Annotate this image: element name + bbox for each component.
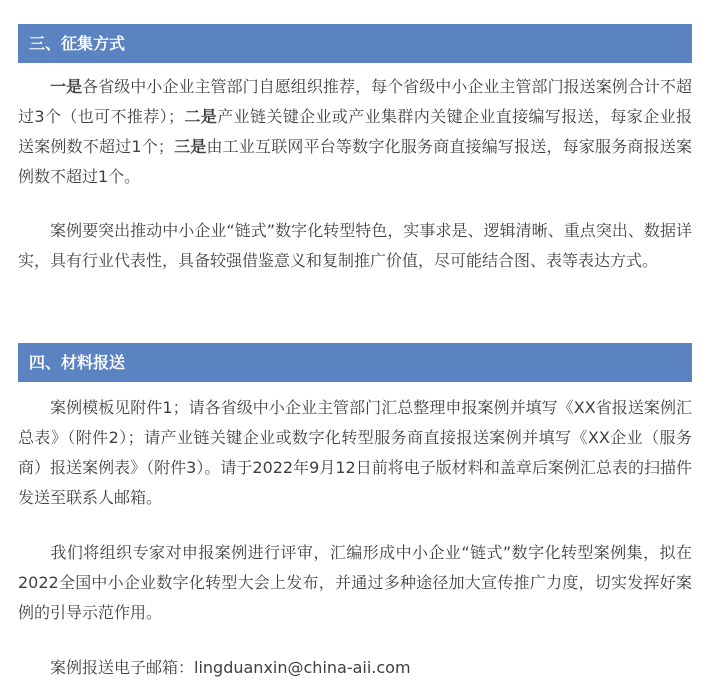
case-requirements-text: 案例要突出推动中小企业“链式”数字化转型特色，实事求是、逻辑清晰、重点突出、数据详实，具有行业代表性，具备较强借鉴意义和复制推广价值，尽可能结合图、表等表达方式。 bbox=[18, 221, 692, 270]
bold-marker-first: 一是 bbox=[50, 77, 83, 96]
case-requirements-paragraph bbox=[18, 216, 692, 276]
material-submission-paragraph bbox=[18, 393, 692, 513]
section-header-material-submission bbox=[18, 343, 692, 382]
email-label: 案例报送电子邮箱： bbox=[50, 658, 195, 677]
text-first: 各省级中小企业主管部门自愿组织推荐，每个省级中小企业主管部门报送案例合计不超过3个（也可不推荐）； bbox=[18, 77, 692, 126]
email-address[interactable]: lingduanxin@china-aii.com bbox=[194, 658, 411, 677]
bold-marker-third: 三是 bbox=[173, 137, 207, 156]
email-line bbox=[18, 653, 692, 683]
collection-method-paragraph bbox=[18, 72, 692, 192]
section-title: 三、征集方式 bbox=[29, 34, 126, 53]
text-second: 产业链关键企业或产业集群内关键企业直接编写报送，每家企业报送案例数不超过1个； bbox=[18, 107, 692, 156]
review-text: 我们将组织专家对申报案例进行评审，汇编形成中小企业“链式”数字化转型案例集，拟在2022全国中小企业数字化转型大会上发布，并通过多种途径加大宣传推广力度，切实发挥好案例的引导示范作用。 bbox=[18, 543, 692, 622]
bold-marker-second: 二是 bbox=[184, 107, 218, 126]
text-third: 由工业互联网平台等数字化服务商直接编写报送，每家服务商报送案例数不超过1个。 bbox=[18, 137, 692, 186]
material-submission-text: 案例模板见附件1；请各省级中小企业主管部门汇总整理申报案例并填写《XX省报送案例汇总表》（附件2）；请产业链关键企业或数字化转型服务商直接报送案例并填写《XX企业（服务商）报送案例表》（附件3）。请于2022年9月12日前将电子版材料和盖章后案例汇总表的扫描件发送至联系人邮箱。 bbox=[18, 398, 692, 507]
review-paragraph bbox=[18, 538, 692, 628]
section-header-collection-method bbox=[18, 24, 692, 63]
section-title: 四、材料报送 bbox=[29, 353, 126, 372]
